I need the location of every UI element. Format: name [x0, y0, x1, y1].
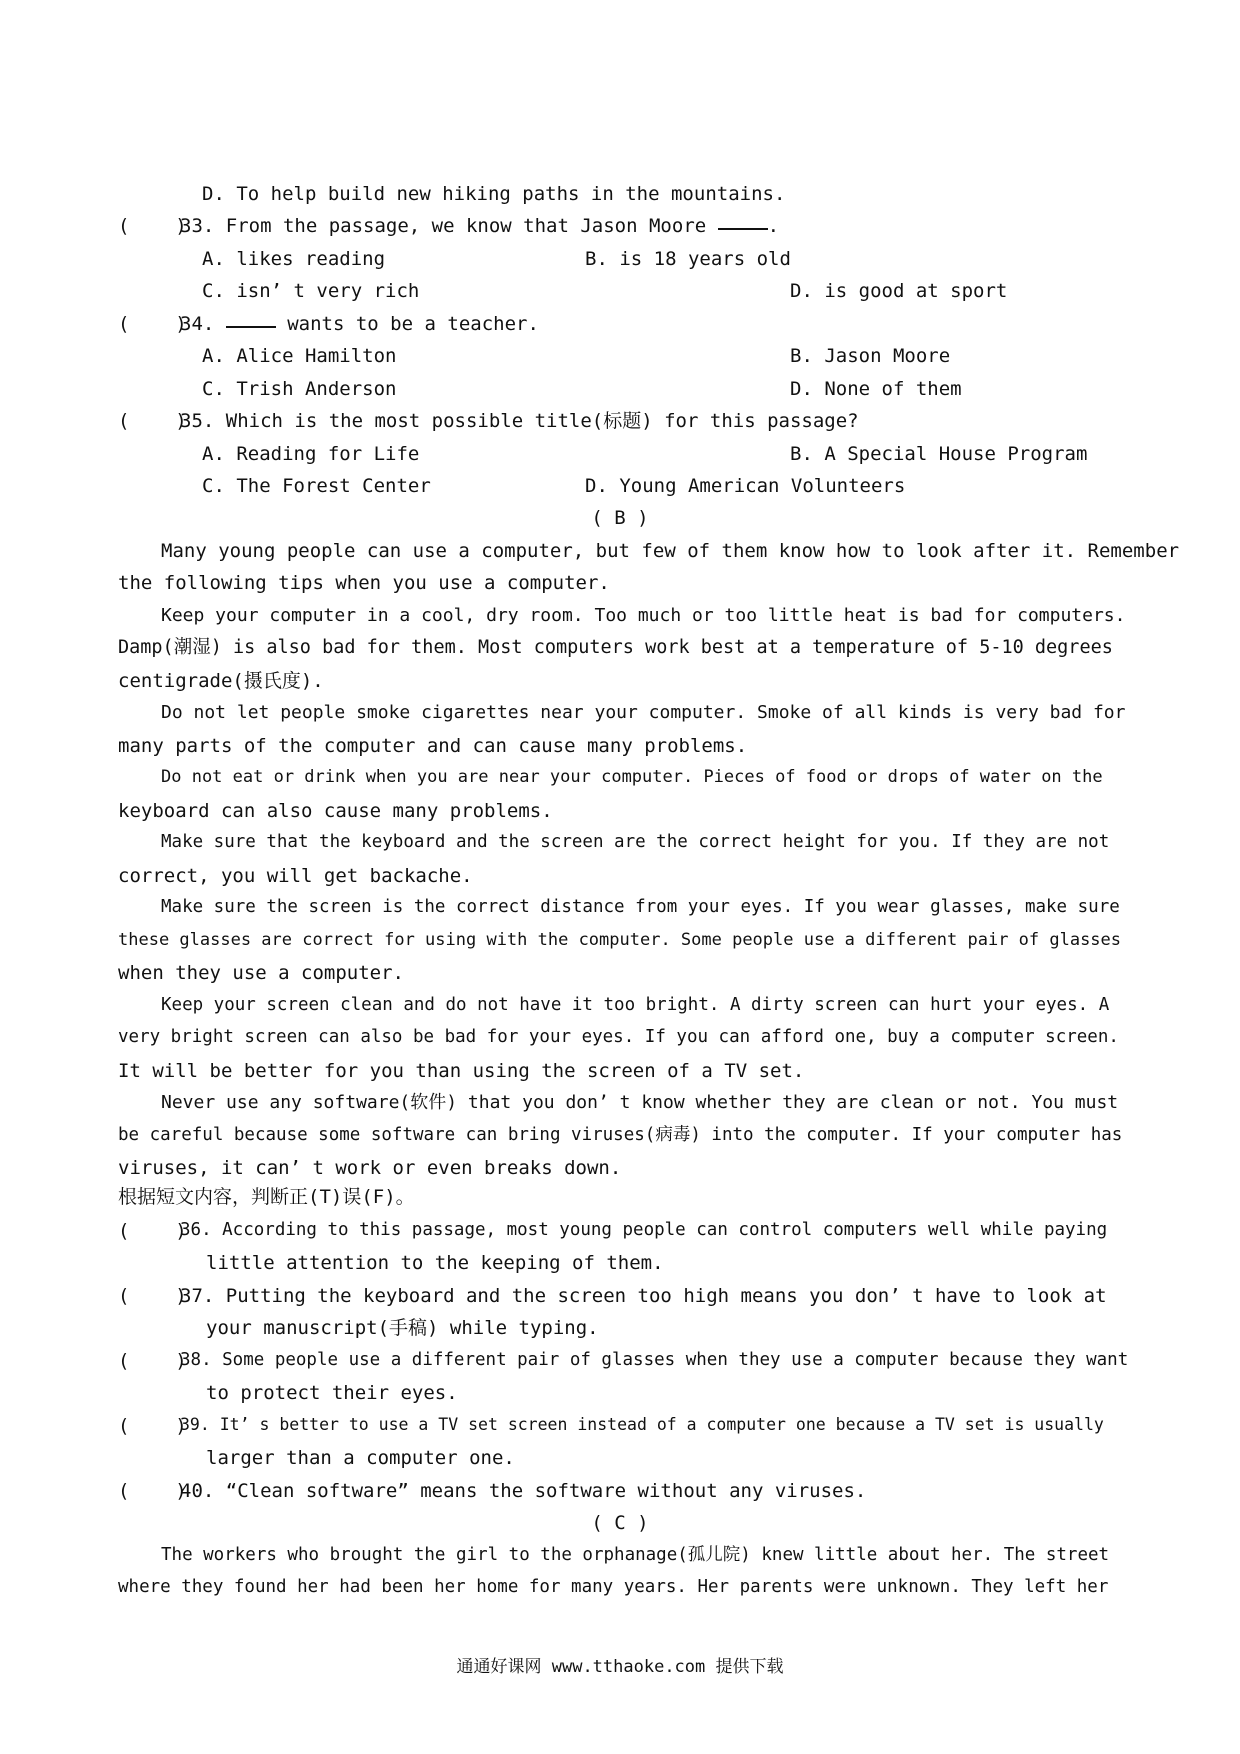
section-c-heading: ( C ): [591, 1512, 649, 1534]
para-line: Damp(潮湿) is also bad for them. Most computers work best at a temperature of 5-10 degrees: [118, 637, 1113, 658]
para-line: where they found her had been her home for many years. Her parents were unknown. They left her: [118, 1577, 1109, 1597]
section-b-heading: ( B ): [591, 507, 649, 529]
q34-option-c: C. Trish Anderson: [202, 378, 397, 400]
para-line: Keep your screen clean and do not have it too bright. A dirty screen can hurt your eyes. A: [161, 995, 1110, 1015]
q40-answer-paren[interactable]: ( ): [118, 1480, 187, 1502]
answer-blank: [226, 325, 276, 328]
answer-blank: [718, 227, 768, 230]
para-line: many parts of the computer and can cause many problems.: [118, 735, 748, 757]
para-line: be careful because some software can bring viruses(病毒) into the computer. If your computer has: [118, 1125, 1123, 1145]
q33-option-a: A. likes reading: [202, 248, 386, 270]
q39-answer-paren[interactable]: ( ): [118, 1415, 187, 1437]
q34-stem: 34. wants to be a teacher.: [180, 313, 539, 335]
q33-option-b: B. is 18 years old: [585, 248, 791, 270]
para-line: these glasses are correct for using with the computer. Some people use a different pair of glasses: [118, 930, 1122, 950]
para-line: centigrade(摄氏度).: [118, 670, 324, 692]
q34-option-b: B. Jason Moore: [790, 345, 951, 367]
para-line: Many young people can use a computer, but few of them know how to look after it. Remember: [161, 540, 1180, 562]
q38-stem-cont: to protect their eyes.: [206, 1382, 458, 1404]
para-line: It will be better for you than using the screen of a TV set.: [118, 1060, 805, 1082]
para-line: Make sure that the keyboard and the screen are the correct height for you. If they are not: [161, 832, 1110, 852]
q34-answer-paren[interactable]: ( ): [118, 313, 187, 335]
q37-stem-cont: your manuscript(手稿) while typing.: [206, 1317, 599, 1339]
q36-answer-paren[interactable]: ( ): [118, 1220, 187, 1242]
para-line: the following tips when you use a computer.: [118, 572, 610, 594]
q35-answer-paren[interactable]: ( ): [118, 410, 187, 432]
q35-stem: 35. Which is the most possible title(标题) for this passage?: [180, 410, 859, 432]
q37-stem: 37. Putting the keyboard and the screen too high means you don’ t have to look at: [180, 1285, 1107, 1307]
para-line: Do not let people smoke cigarettes near your computer. Smoke of all kinds is very bad for: [161, 702, 1126, 723]
para-line: The workers who brought the girl to the orphanage(孤儿院) knew little about her. The street: [161, 1545, 1110, 1565]
q35-option-b: B. A Special House Program: [790, 443, 1088, 465]
para-line: when they use a computer.: [118, 962, 404, 984]
q36-stem-cont: little attention to the keeping of them.: [206, 1252, 664, 1274]
q40-stem: 40. “Clean software” means the software without any viruses.: [180, 1480, 867, 1502]
para-line: Never use any software(软件) that you don’ t know whether they are clean or not. You must: [161, 1092, 1119, 1113]
para-line: keyboard can also cause many problems.: [118, 800, 553, 822]
q35-option-c: C. The Forest Center: [202, 475, 431, 497]
q32-option-d: D. To help build new hiking paths in the mountains.: [202, 183, 786, 205]
q34-option-d: D. None of them: [790, 378, 962, 400]
tf-instruction: 根据短文内容，判断正(T)误(F)。: [118, 1186, 415, 1208]
para-line: Make sure the screen is the correct distance from your eyes. If you wear glasses, make sure: [161, 897, 1120, 917]
q37-answer-paren[interactable]: ( ): [118, 1285, 187, 1307]
q36-stem: 36. According to this passage, most young people can control computers well while paying: [180, 1220, 1108, 1240]
q34-option-a: A. Alice Hamilton: [202, 345, 397, 367]
para-line: correct, you will get backache.: [118, 865, 473, 887]
para-line: Keep your computer in a cool, dry room. Too much or too little heat is bad for computers.: [161, 605, 1126, 626]
q38-stem: 38. Some people use a different pair of glasses when they use a computer because they want: [180, 1350, 1129, 1370]
q38-answer-paren[interactable]: ( ): [118, 1350, 187, 1372]
q33-option-d: D. is good at sport: [790, 280, 1008, 302]
q33-option-c: C. isn’ t very rich: [202, 280, 420, 302]
page-footer: 通通好课网 www.tthaoke.com 提供下载: [456, 1657, 784, 1677]
para-line: very bright screen can also be bad for your eyes. If you can afford one, buy a computer screen.: [118, 1027, 1119, 1047]
q39-stem: 39. It’ s better to use a TV set screen instead of a computer one because a TV set is usually: [180, 1415, 1104, 1434]
q33-answer-paren[interactable]: ( ): [118, 215, 187, 237]
q35-option-a: A. Reading for Life: [202, 443, 420, 465]
q35-option-d: D. Young American Volunteers: [585, 475, 906, 497]
para-line: viruses, it can’ t work or even breaks down.: [118, 1157, 622, 1179]
q39-stem-cont: larger than a computer one.: [206, 1447, 515, 1469]
q33-stem: 33. From the passage, we know that Jason Moore .: [180, 215, 780, 237]
para-line: Do not eat or drink when you are near your computer. Pieces of food or drops of water on the: [161, 767, 1103, 787]
